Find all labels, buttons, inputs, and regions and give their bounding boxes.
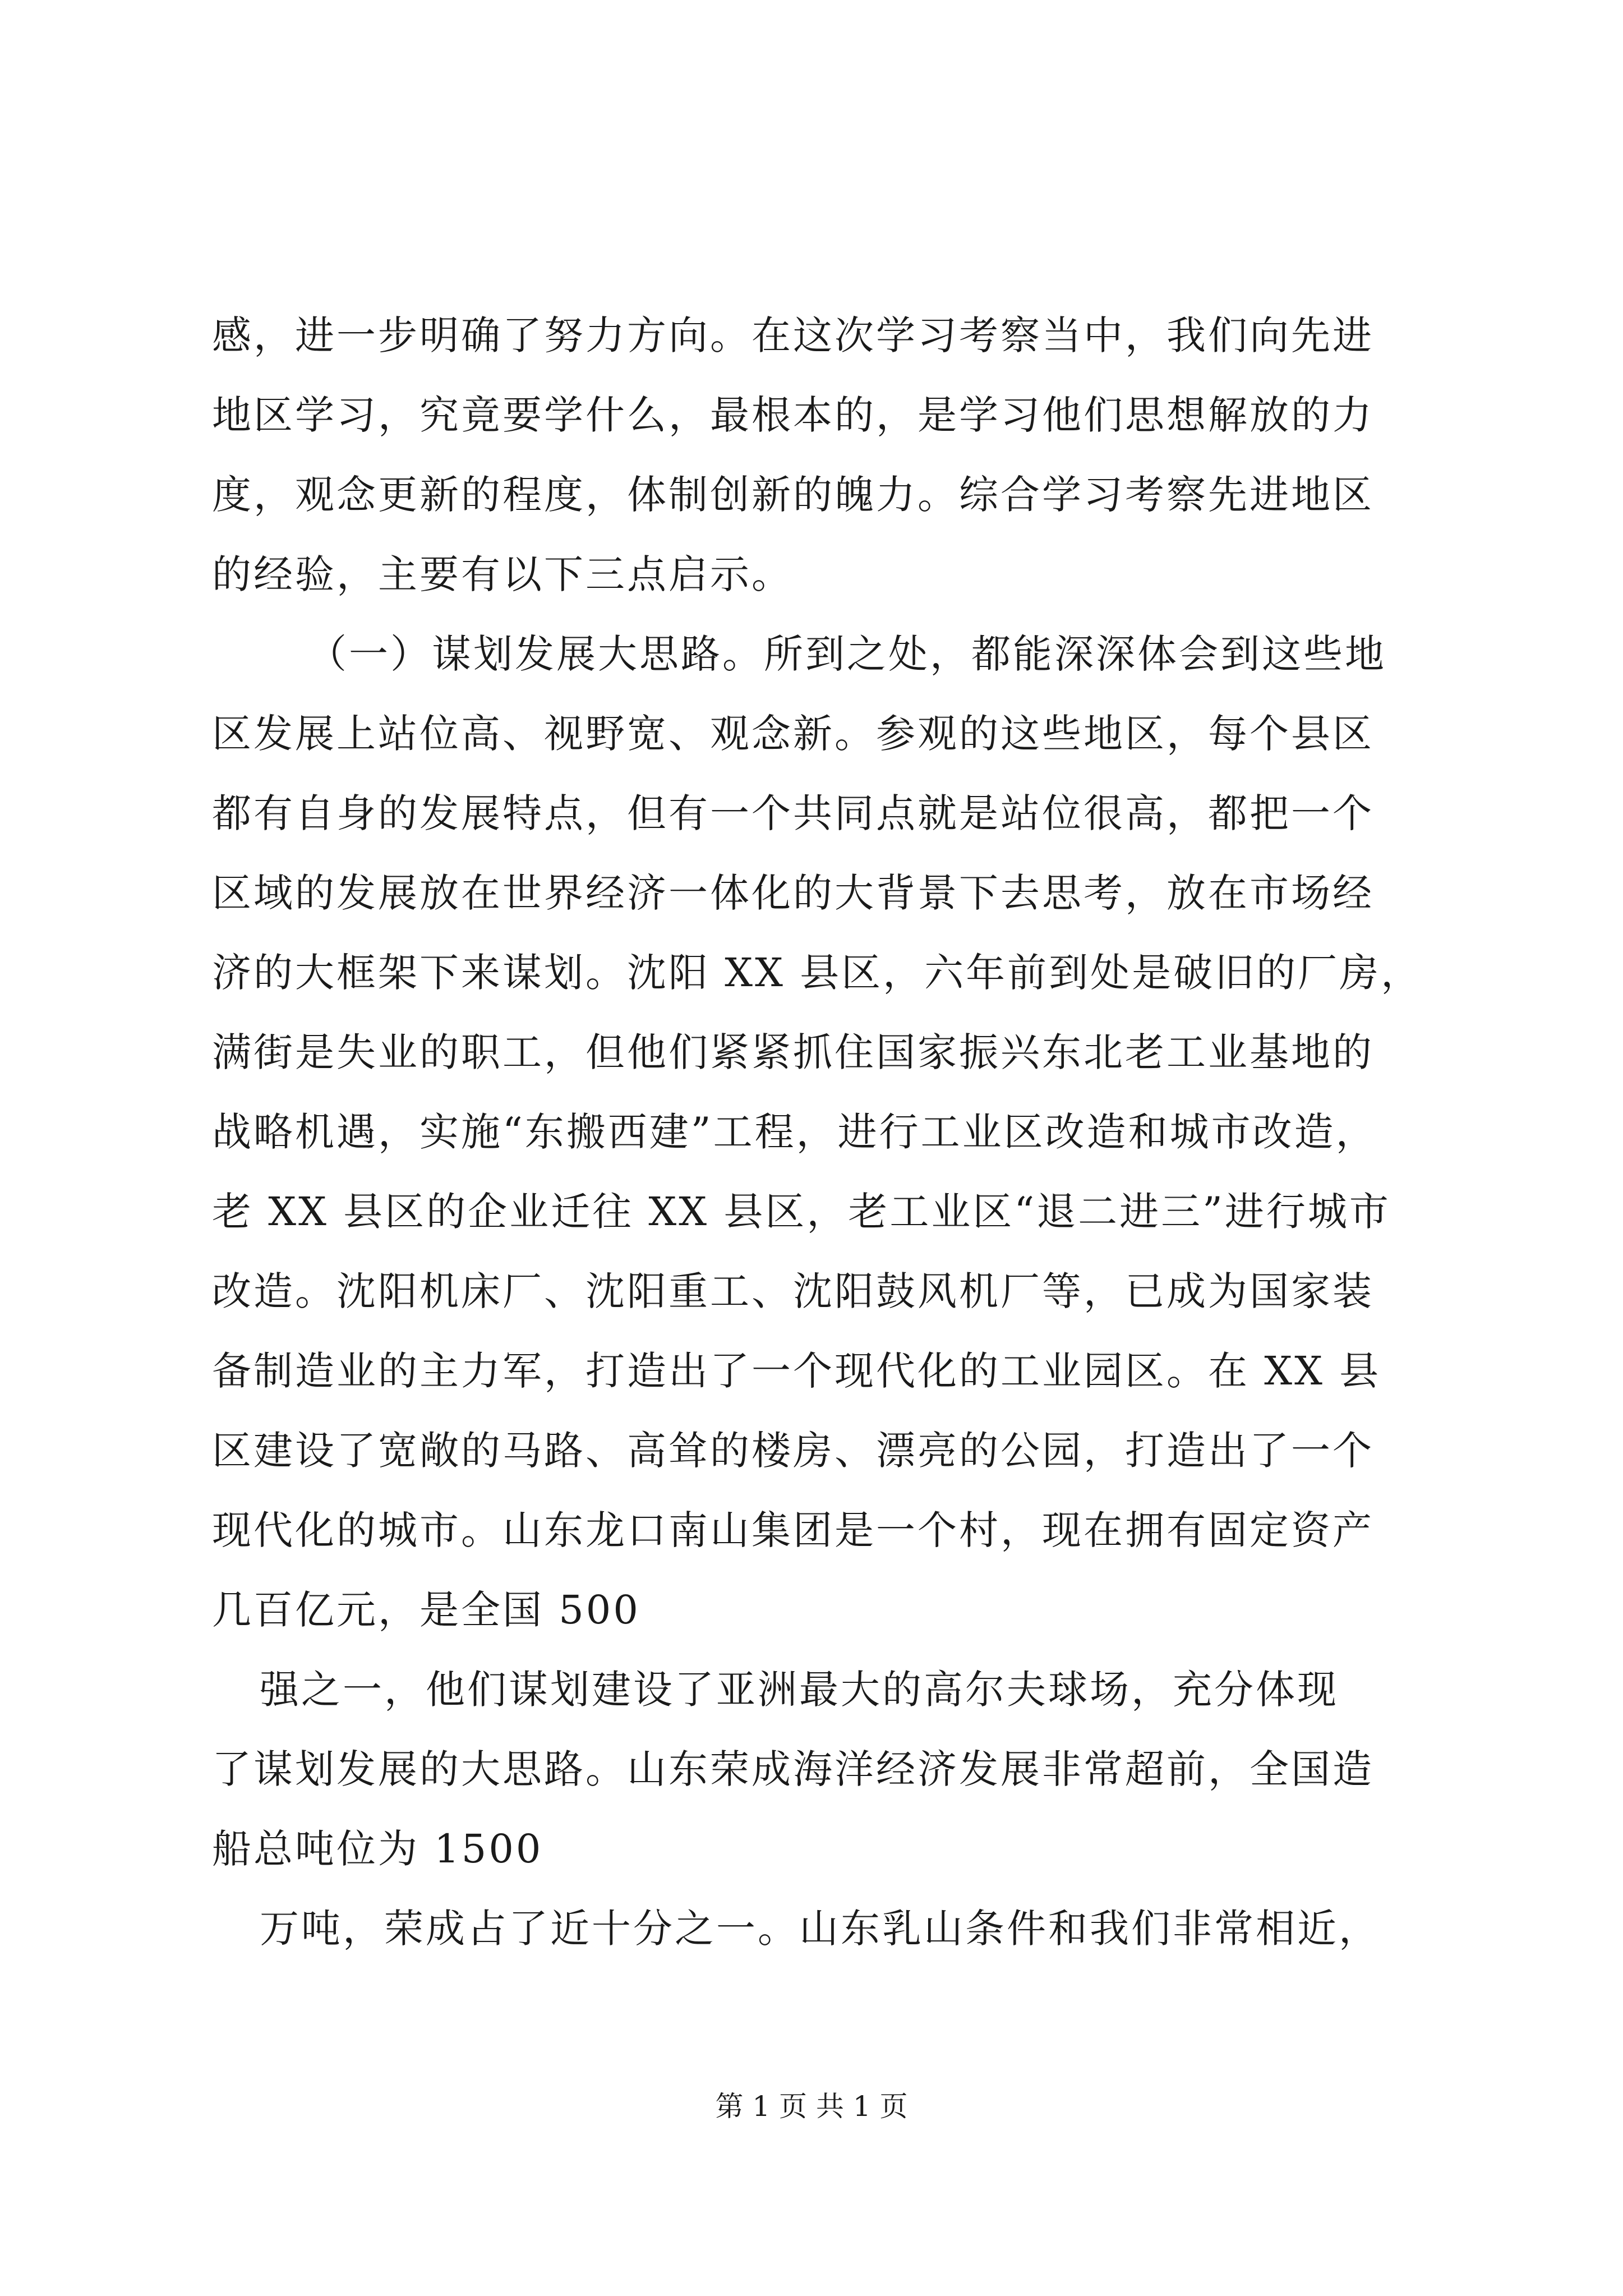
text-line-content: 现代化的城市。山东龙口南山集团是一个村，现在拥有固定资产 (212, 1507, 1374, 1553)
text-line-content: 的经验，主要有以下三点启示。 (212, 551, 793, 597)
text-line-content: 区发展上站位高、视野宽、观念新。参观的这些地区，每个县区 (212, 711, 1374, 757)
page-footer: 第 1 页 共 1 页 (715, 2090, 908, 2123)
text-line-content: 强之一，他们谋划建设了亚洲最大的高尔夫球场，充分体现 (260, 1667, 1339, 1713)
text-line-content: 区域的发展放在世界经济一体化的大背景下去思考，放在市场经 (212, 870, 1374, 916)
text-line-content: 区建设了宽敞的马路、高耸的楼房、漂亮的公园，打造出了一个 (212, 1428, 1374, 1474)
text-line-content: 满街是失业的职工，但他们紧紧抓住国家振兴东北老工业基地的 (212, 1029, 1374, 1075)
text-line-content: 战略机遇，实施“东搬西建”工程，进行工业区改造和城市改造， (212, 1109, 1377, 1155)
text-line-content: 了谋划发展的大思路。山东荣成海洋经济发展非常超前，全国造 (212, 1746, 1374, 1792)
text-line-content: 地区学习，究竟要学什么，最根本的，是学习他们思想解放的力 (212, 392, 1374, 438)
text-line-content: 万吨，荣成占了近十分之一。山东乳山条件和我们非常相近， (260, 1906, 1380, 1952)
text-line-content: （一）谋划发展大思路。所到之处，都能深深体会到这些地 (307, 631, 1386, 677)
text-line-content: 度，观念更新的程度，体制创新的魄力。综合学习考察先进地区 (212, 472, 1374, 518)
text-line-content: 几百亿元，是全国 500 (212, 1587, 640, 1633)
text-line-content: 感，进一步明确了努力方向。在这次学习考察当中，我们向先进 (212, 312, 1374, 358)
text-line-content: 老 XX 县区的企业迁往 XX 县区，老工业区“退二进三”进行城市 (212, 1189, 1391, 1235)
text-line (0, 1901, 1623, 2069)
text-line-content: 都有自身的发展特点，但有一个共同点就是站位很高，都把一个 (212, 790, 1374, 836)
text-line-content: 备制造业的主力军，打造出了一个现代化的工业园区。在 XX 县 (212, 1348, 1381, 1394)
text-line-content: 船总吨位为 1500 (212, 1826, 543, 1872)
text-line-content: 改造。沈阳机床厂、沈阳重工、沈阳鼓风机厂等，已成为国家装 (212, 1268, 1374, 1314)
text-line-content: 济的大框架下来谋划。沈阳 XX 县区，六年前到处是破旧的厂房， (212, 950, 1423, 996)
